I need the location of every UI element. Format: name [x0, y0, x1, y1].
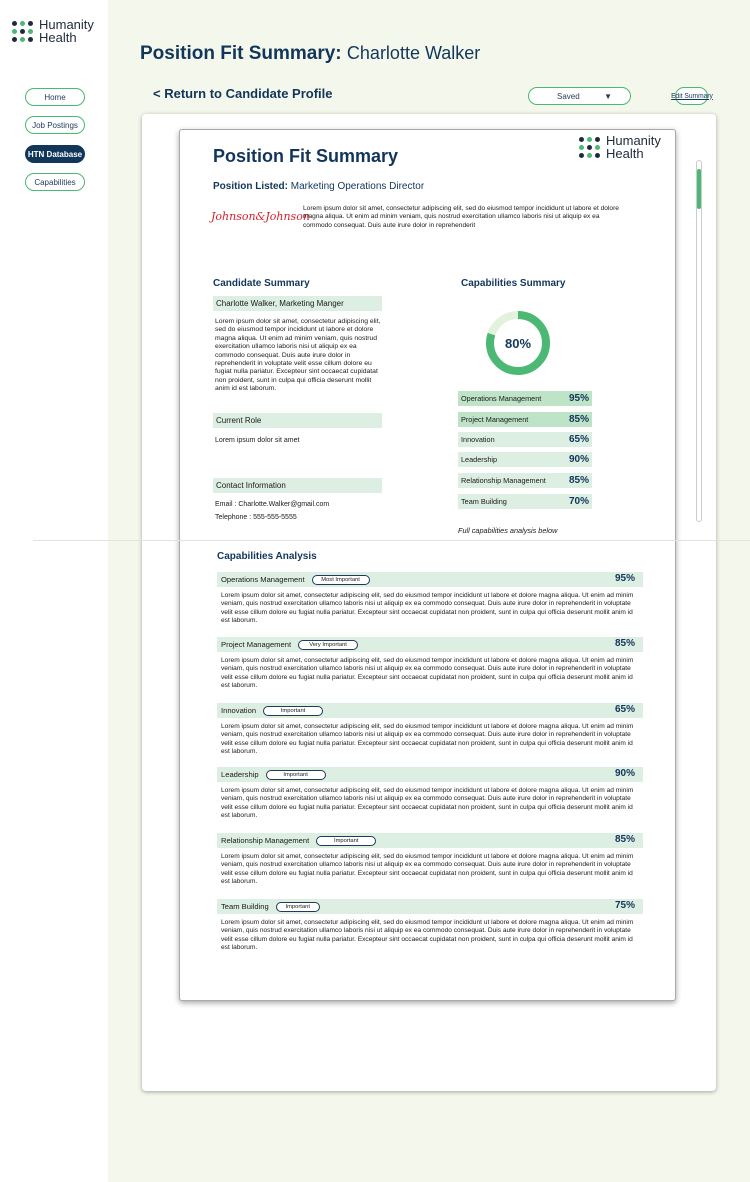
chevron-down-icon: ▼ — [604, 92, 612, 101]
capability-summary-row — [458, 391, 592, 406]
analysis-item-pct: 85% — [614, 638, 635, 649]
contact-email: Email : Charlotte.Walker@gmail.com — [215, 501, 330, 508]
scrollbar-thumb[interactable] — [697, 169, 701, 209]
capability-summary-row — [458, 473, 592, 488]
importance-badge: Important — [263, 706, 323, 716]
preview-scrollbar[interactable] — [696, 160, 702, 522]
capability-pct: 90% — [568, 454, 589, 465]
analysis-item-text: Lorem ipsum dolor sit amet, consectetur adipiscing elit, sed do eiusmod tempor incididunt ut labore et dolore magna aliqua. Ut enim ad minim veniam, quis nostrud exercitation ullamco laboris nisi ut aliquip ex ea commodo consequat. Duis aute irure dolor in reprehenderit in voluptate velit esse cillum dolore eu fugiat nulla pariatur. Excepteur sint occaecat cupidatat non proident, sunt in culpa qui officia deserunt mollit anim id est laborum. — [221, 853, 634, 886]
analysis-item-header — [217, 572, 643, 587]
capability-name: Operations Management — [461, 394, 542, 403]
analysis-item-text: Lorem ipsum dolor sit amet, consectetur adipiscing elit, sed do eiusmod tempor incididunt ut labore et dolore magna aliqua. Ut enim ad minim veniam, quis nostrud exercitation ullamco laboris nisi ut aliquip ex ea commodo consequat. Duis aute irure dolor in reprehenderit in voluptate velit esse cillum dolore eu fugiat nulla pariatur. Excepteur sint occaecat cupidatat non proident, sunt in culpa qui officia deserunt mollit anim id est laborum. — [221, 657, 634, 690]
analysis-item-pct: 90% — [614, 768, 635, 779]
capability-name: Relationship Management — [461, 476, 546, 485]
page-title: Position Fit Summary: Charlotte Walker — [140, 43, 481, 64]
candidate-name-role: Charlotte Walker, Marketing Manger — [213, 296, 382, 311]
position-listed: Position Listed: Marketing Operations Director — [213, 181, 425, 192]
capabilities-analysis-heading: Capabilities Analysis — [217, 551, 317, 562]
capability-pct: 85% — [568, 475, 589, 486]
capability-summary-row — [458, 452, 592, 467]
analysis-item-name: Innovation — [221, 706, 257, 715]
brand-dots-icon — [12, 21, 33, 42]
capability-name: Team Building — [461, 497, 507, 506]
analysis-item-text: Lorem ipsum dolor sit amet, consectetur adipiscing elit, sed do eiusmod tempor incididunt ut labore et dolore magna aliqua. Ut enim ad minim veniam, quis nostrud exercitation ullamco laboris nisi ut aliquip ex ea commodo consequat. Duis aute irure dolor in reprehenderit in voluptate velit esse cillum dolore eu fugiat nulla pariatur. Excepteur sint occaecat cupidatat non proident, sunt in culpa qui officia deserunt mollit anim id est laborum. — [221, 787, 634, 820]
position-description: Lorem ipsum dolor sit amet, consectetur adipiscing elit, sed do eiusmod tempor incididunt ut labore et dolore magna aliqua. Ut enim ad minim veniam, quis nostrud exercitation ullamco laboris nisi ut aliquip ex ea commodo consequat. Duis aute irure dolor in reprehenderit — [303, 205, 619, 229]
nav-job-postings[interactable]: Job Postings — [25, 116, 85, 134]
importance-badge: Very Important — [298, 640, 358, 650]
analysis-item-name: Operations Management — [221, 575, 305, 584]
analysis-item-text: Lorem ipsum dolor sit amet, consectetur adipiscing elit, sed do eiusmod tempor incididunt ut labore et dolore magna aliqua. Ut enim ad minim veniam, quis nostrud exercitation ullamco laboris nisi ut aliquip ex ea commodo consequat. Duis aute irure dolor in reprehenderit in voluptate velit esse cillum dolore eu fugiat nulla pariatur. Excepteur sint occaecat cupidatat non proident, sunt in culpa qui officia deserunt mollit anim id est laborum. — [221, 919, 634, 952]
analysis-item-name: Relationship Management — [221, 836, 310, 845]
brand-dots-icon — [579, 137, 600, 158]
capability-summary-row — [458, 494, 592, 509]
document-title: Position Fit Summary — [213, 146, 399, 166]
capability-pct: 95% — [568, 393, 589, 404]
analysis-item-header — [217, 767, 643, 782]
analysis-item-header — [217, 899, 643, 914]
brand-name: Humanity Health — [39, 17, 94, 45]
brand-logo[interactable] — [12, 18, 94, 44]
analysis-item-header — [217, 703, 643, 718]
capability-summary-row — [458, 412, 592, 427]
nav-home[interactable]: Home — [25, 88, 85, 106]
divider — [33, 540, 750, 541]
status-select[interactable]: Saved ▼ — [528, 87, 631, 105]
importance-badge: Most Important — [312, 575, 370, 585]
importance-badge: Important — [266, 770, 326, 780]
capability-name: Project Management — [461, 415, 529, 424]
capability-pct: 70% — [568, 496, 589, 507]
current-role-text: Lorem ipsum dolor sit amet — [215, 437, 300, 444]
analysis-item-text: Lorem ipsum dolor sit amet, consectetur adipiscing elit, sed do eiusmod tempor incididunt ut labore et dolore magna aliqua. Ut enim ad minim veniam, quis nostrud exercitation ullamco laboris nisi ut aliquip ex ea commodo consequat. Duis aute irure dolor in reprehenderit in voluptate velit esse cillum dolore eu fugiat nulla pariatur. Excepteur sint occaecat cupidatat non proident, sunt in culpa qui officia deserunt mollit anim id est laborum. — [221, 723, 634, 756]
contact-telephone: Telephone : 555-555-5555 — [215, 514, 297, 521]
candidate-summary-text: Lorem ipsum dolor sit amet, consectetur adipiscing elit, sed do eiusmod tempor incididunt ut labore et dolore magna aliqua. Ut enim ad minim veniam, quis nostrud exercitation ullamco laboris nisi ut aliquip ex ea commodo consequat. Duis aute irure dolor in reprehenderit in voluptate velit esse cillum dolore eu fugiat nulla pariatur. Excepteur sint occaecat cupidatat non proident, sunt in culpa qui officia deserunt mollit anim id est laborum. — [215, 318, 381, 393]
analysis-item-name: Project Management — [221, 640, 292, 649]
importance-badge: Important — [316, 836, 376, 846]
analysis-item-pct: 95% — [614, 573, 635, 584]
analysis-item-pct: 65% — [614, 704, 635, 715]
current-role-heading: Current Role — [213, 413, 382, 428]
importance-badge: Important — [276, 902, 320, 912]
contact-info-heading: Contact Information — [213, 478, 382, 493]
candidate-summary-heading: Candidate Summary — [213, 278, 310, 289]
analysis-item-name: Team Building — [221, 902, 269, 911]
capability-name: Innovation — [461, 435, 495, 444]
company-logo: Johnson&Johnson — [211, 210, 310, 223]
return-to-profile-link[interactable]: < Return to Candidate Profile — [153, 86, 333, 101]
analysis-item-name: Leadership — [221, 770, 259, 779]
analysis-item-header — [217, 833, 643, 848]
edit-summary-button[interactable]: Edit Summary — [675, 87, 708, 105]
document-brand-logo: Humanity Health — [579, 134, 661, 160]
capabilities-note: Full capabilities analysis below — [458, 526, 558, 535]
capabilities-summary-heading: Capabilities Summary — [461, 278, 566, 289]
capability-pct: 85% — [568, 414, 589, 425]
capability-pct: 65% — [568, 434, 589, 445]
analysis-item-pct: 85% — [614, 834, 635, 845]
analysis-item-header — [217, 637, 643, 652]
analysis-item-pct: 75% — [614, 900, 635, 911]
nav-capabilities[interactable]: Capabilities — [25, 173, 85, 191]
nav-htn-database[interactable]: HTN Database — [25, 145, 85, 163]
capability-summary-row — [458, 432, 592, 447]
capability-name: Leadership — [461, 455, 498, 464]
analysis-item-text: Lorem ipsum dolor sit amet, consectetur adipiscing elit, sed do eiusmod tempor incididunt ut labore et dolore magna aliqua. Ut enim ad minim veniam, quis nostrud exercitation ullamco laboris nisi ut aliquip ex ea commodo consequat. Duis aute irure dolor in reprehenderit in voluptate velit esse cillum dolore eu fugiat nulla pariatur. Excepteur sint occaecat cupidatat non proident, sunt in culpa qui officia deserunt mollit anim id est laborum. — [221, 592, 634, 625]
overall-fit-value: 80% — [504, 335, 532, 351]
